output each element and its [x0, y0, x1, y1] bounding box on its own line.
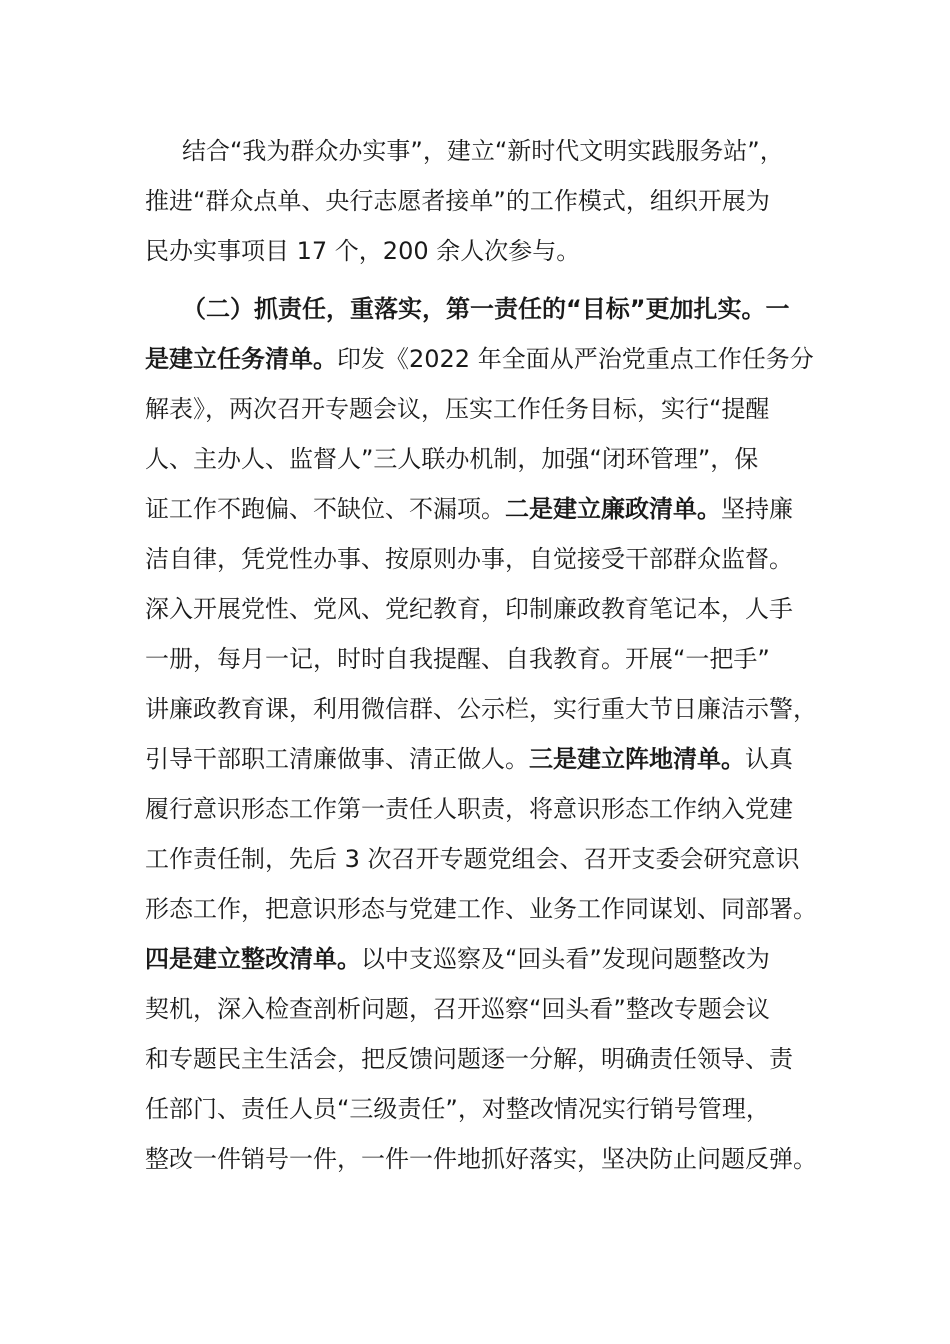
paragraph-2-line-13: 形态工作，把意识形态与党建工作、业务工作同谋划、同部署。: [145, 895, 817, 923]
paragraph-2-line-9: 讲廉政教育课，利用微信群、公示栏，实行重大节日廉洁示警，: [145, 695, 817, 723]
item-2-title: 二是建立廉政清单。: [505, 495, 721, 523]
item-1-text: 印发《2022 年全面从严治党重点工作任务分: [337, 345, 814, 373]
paragraph-1-line-2: 推进“群众点单、央行志愿者接单”的工作模式，组织开展为: [145, 187, 770, 215]
paragraph-2-line-15: 契机，深入检查剖析问题，召开巡察“回头看”整改专题会议: [145, 995, 770, 1023]
paragraph-2-line-17: 任部门、责任人员“三级责任”，对整改情况实行销号管理，: [145, 1095, 770, 1123]
paragraph-1-line-3: 民办实事项目 17 个，200 余人次参与。: [145, 237, 581, 265]
paragraph-1-line-1: 结合“我为群众办实事”，建立“新时代文明实践服务站”，: [182, 137, 784, 165]
paragraph-2-line-18: 整改一件销号一件，一件一件地抓好落实，坚决防止问题反弹。: [145, 1145, 817, 1173]
item-4-title: 四是建立整改清单。: [145, 945, 361, 973]
paragraph-2-line-6: 洁自律，凭党性办事、按原则办事，自觉接受干部群众监督。: [145, 545, 793, 573]
item-1-title: 是建立任务清单。: [145, 345, 337, 373]
item-3-title: 三是建立阵地清单。: [529, 745, 745, 773]
paragraph-2-line-10: [145, 744, 825, 774]
paragraph-2-line-14: [145, 944, 825, 974]
section-heading: （二）抓责任，重落实，第一责任的“目标”更加扎实。一: [182, 295, 790, 323]
paragraph-2-line-5: [145, 494, 825, 524]
paragraph-2-line-2: [145, 344, 825, 374]
paragraph-2-line-11: 履行意识形态工作第一责任人职责，将意识形态工作纳入党建: [145, 795, 793, 823]
item-1-text-end: 证工作不跑偏、不缺位、不漏项。: [145, 495, 505, 523]
paragraph-2-line-16: 和专题民主生活会，把反馈问题逐一分解，明确责任领导、责: [145, 1045, 793, 1073]
paragraph-2-line-8: 一册，每月一记，时时自我提醒、自我教育。开展“一把手”: [145, 645, 770, 673]
paragraph-2-line-7: 深入开展党性、党风、党纪教育，印制廉政教育笔记本，人手: [145, 595, 793, 623]
item-4-text: 以中支巡察及“回头看”发现问题整改为: [361, 945, 770, 973]
item-3-text-start: 认真: [745, 745, 793, 773]
paragraph-2-line-3: 解表》，两次召开专题会议，压实工作任务目标，实行“提醒: [145, 395, 770, 423]
item-2-text-start: 坚持廉: [721, 495, 793, 523]
item-2-text-end: 引导干部职工清廉做事、清正做人。: [145, 745, 529, 773]
paragraph-2-line-4: 人、主办人、监督人”三人联办机制，加强“闭环管理”，保: [145, 445, 759, 473]
paragraph-2-line-12: 工作责任制，先后 3 次召开专题党组会、召开支委会研究意识: [145, 845, 800, 873]
